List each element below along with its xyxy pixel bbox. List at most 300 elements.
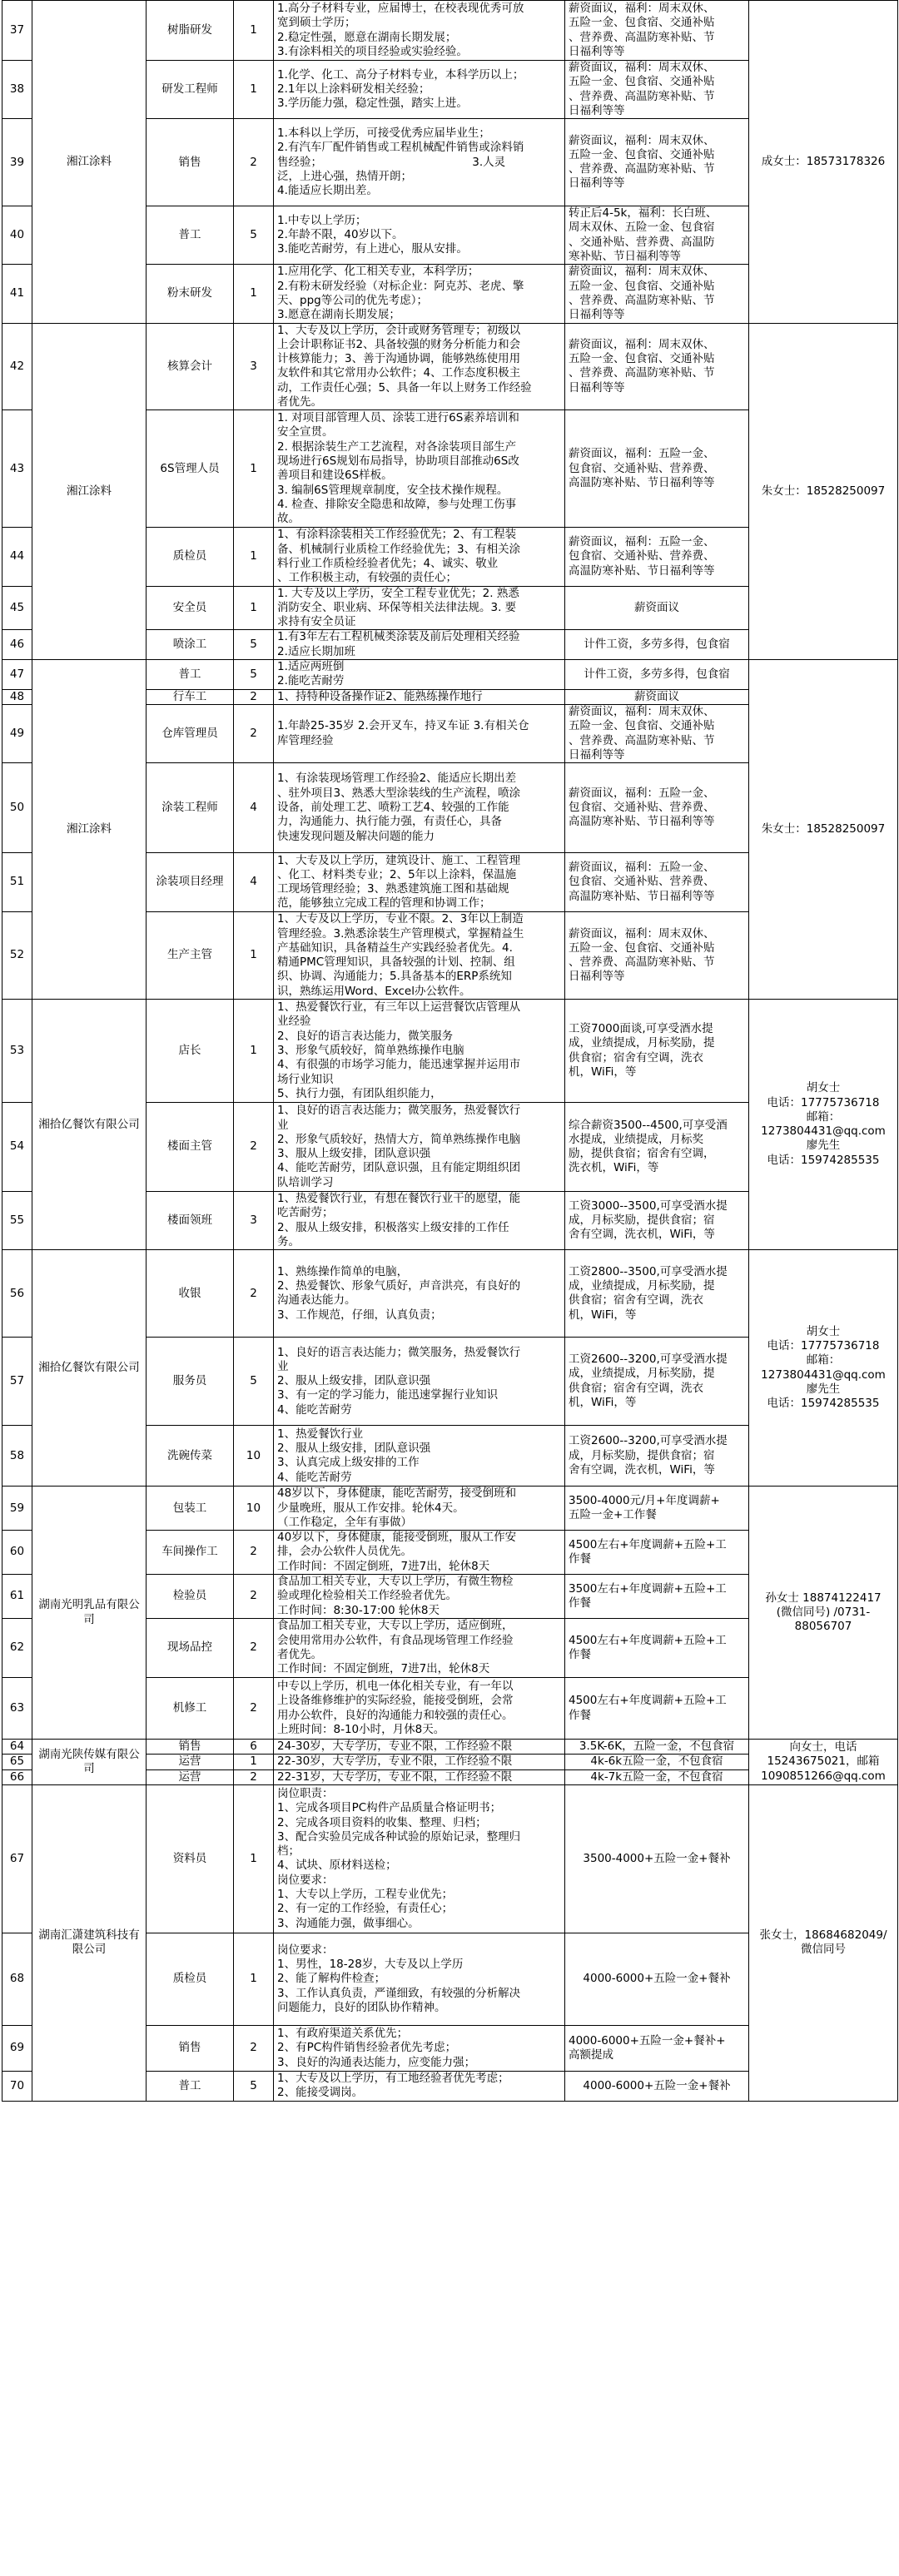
company-name: 湘江涂料 — [32, 1, 147, 324]
requirement-line: 排，会办公软件人员优先。 — [277, 1545, 412, 1559]
requirement-line: 工作时间：8:30-17:00 轮休8天 — [277, 1603, 440, 1617]
pay-line: 五险一金、包食宿、交通补贴 — [569, 352, 715, 366]
headcount: 2 — [234, 1619, 274, 1678]
pay-line: 4500左右+年度调薪+五险+工 — [569, 1694, 727, 1708]
requirement-line: 消防安全、职业病、环保等相关法律法规。3. 要 — [277, 600, 517, 614]
requirement-line: 1.适应两班倒 — [277, 660, 345, 674]
job-requirements — [274, 1769, 565, 1784]
position-title: 行车工 — [147, 689, 234, 704]
table-row — [2, 1250, 898, 1338]
pay-and-benefits — [565, 1784, 749, 1933]
requirement-line: 织、协调、沟通能力；5.具备基本的ERP系统知 — [277, 970, 512, 984]
pay-line: 包食宿、交通补贴、营养费、 — [569, 875, 715, 889]
pay-line: 薪资面议，福利：周末双休、 — [569, 704, 715, 718]
pay-and-benefits — [565, 1192, 749, 1250]
headcount: 3 — [234, 1192, 274, 1250]
position-title: 生产主管 — [147, 912, 234, 1000]
requirement-line: 故。 — [277, 512, 300, 526]
pay-and-benefits — [565, 1678, 749, 1740]
requirement-line: 现场进行6S规划布局指导，协助项目部推动6S改 — [277, 454, 519, 469]
pay-line: 日福利等等 — [569, 176, 625, 191]
headcount: 1 — [234, 410, 274, 528]
requirement-line: 1、大专及以上学历，会计或财务管理专；初级以 — [277, 323, 521, 337]
pay-and-benefits — [565, 1426, 749, 1487]
position-title: 店长 — [147, 1000, 234, 1103]
row-number: 42 — [2, 323, 32, 410]
requirement-line: 沟通表达能力。 — [277, 1293, 356, 1308]
job-requirements — [274, 265, 565, 323]
table-row — [2, 323, 898, 410]
requirement-line: 上会计职称证书2、具备较强的财务分析能力和会 — [277, 337, 521, 351]
requirement-line: 少量晚班，服从工作安排。轮休4天。 — [277, 1501, 464, 1515]
job-listings-table — [2, 0, 898, 2102]
pay-line: 综合薪资3500--4500,可享受酒 — [569, 1118, 728, 1132]
pay-line: 成，业绩提成，月标奖励，提 — [569, 1036, 715, 1050]
contact-info: 胡女士 电话：17775736718 邮箱： 1273804431@qq.com 廖先生 电话：15974285535 — [749, 1000, 898, 1250]
headcount: 5 — [234, 2071, 274, 2101]
row-number: 57 — [2, 1338, 32, 1426]
job-requirements — [274, 1740, 565, 1755]
requirement-line: 工作时间：不固定倒班，7进7出，轮休8天 — [277, 1559, 490, 1573]
requirement-line: 4、能吃苦耐劳 — [277, 1470, 352, 1484]
requirement-line: 4、能吃苦耐劳，团队意识强，且有能定期组织团 — [277, 1161, 521, 1175]
requirement-line: 友软件和其它常用办公软件；4、工作态度积极主 — [277, 366, 521, 380]
requirement-line: 、驻外项目3、熟悉大型涂装线的生产流程，喷涂 — [277, 786, 521, 800]
pay-line: 3500-4000元/月+年度调薪+ — [569, 1493, 720, 1507]
row-number: 66 — [2, 1769, 32, 1784]
pay-line: 工资3000--3500,可享受酒水提 — [569, 1199, 728, 1213]
pay-and-benefits — [565, 763, 749, 853]
requirement-line: 1、有政府渠道关系优先； — [277, 2027, 409, 2040]
pay-and-benefits — [565, 1769, 749, 1784]
requirement-line: 2.适应长期加班 — [277, 644, 355, 658]
requirement-line: （工作稳定，全年有事做） — [277, 1515, 412, 1529]
row-number: 37 — [2, 1, 32, 61]
pay-line: 高温防寒补贴、节日福利等等 — [569, 563, 715, 578]
pay-line: 薪资面议，福利：五险一金、 — [569, 447, 715, 461]
contact-info: 朱女士：18528250097 — [749, 660, 898, 1000]
row-number: 56 — [2, 1250, 32, 1338]
requirement-line: 上设备维修维护的实际经验，能接受倒班，会常 — [277, 1694, 514, 1708]
pay-line: 计件工资，多劳多得，包食宿 — [584, 638, 730, 652]
headcount: 4 — [234, 853, 274, 912]
job-requirements — [274, 119, 565, 206]
requirement-line: 1、大专及以上学历，有工地经验者优先考虑； — [277, 2072, 509, 2086]
job-requirements — [274, 1426, 565, 1487]
pay-line: 4k-6k五险一金，不包食宿 — [590, 1755, 723, 1769]
position-title: 楼面领班 — [147, 1192, 234, 1250]
row-number: 55 — [2, 1192, 32, 1250]
requirement-line: 动，工作责任心强；5、具备一年以上财务工作经验 — [277, 380, 532, 395]
headcount: 2 — [234, 704, 274, 762]
requirement-line: 3、认真完成上级安排的工作 — [277, 1456, 420, 1470]
pay-line: 包食宿、交通补贴、营养费、 — [569, 800, 715, 814]
requirement-line: 2、有PC构件销售经验者优先考虑； — [277, 2041, 457, 2055]
headcount: 5 — [234, 206, 274, 265]
position-title: 质检员 — [147, 1933, 234, 2025]
row-number: 64 — [2, 1740, 32, 1755]
pay-line: 日福利等等 — [569, 970, 625, 984]
company-name: 湖南汇潇建筑科技有限公司 — [32, 1784, 147, 2101]
row-number: 51 — [2, 853, 32, 912]
position-title: 运营 — [147, 1769, 234, 1784]
job-requirements — [274, 1619, 565, 1678]
pay-line: 高温防寒补贴、节日福利等等 — [569, 889, 715, 903]
requirement-line: 24-30岁，大专学历，专业不限，工作经验不限 — [277, 1740, 513, 1754]
position-title: 树脂研发 — [147, 1, 234, 61]
pay-and-benefits — [565, 410, 749, 528]
position-title: 6S管理人员 — [147, 410, 234, 528]
pay-line: 薪资面议 — [634, 600, 679, 614]
pay-and-benefits — [565, 1740, 749, 1755]
job-requirements — [274, 61, 565, 119]
requirement-line: 档； — [277, 1844, 300, 1859]
pay-line: 4k-7k五险一金，不包食宿 — [590, 1769, 723, 1784]
pay-line: 3500-4000+五险一金+餐补 — [583, 1851, 731, 1865]
pay-line: 、营养费、高温防寒补贴、节 — [569, 955, 715, 970]
company-name: 湘拾亿餐饮有限公司 — [32, 1250, 147, 1487]
pay-and-benefits — [565, 1575, 749, 1619]
pay-line: 、营养费、高温防寒补贴、节 — [569, 293, 715, 307]
table-row — [2, 1000, 898, 1103]
row-number: 53 — [2, 1000, 32, 1103]
pay-line: 寒补贴、节日福利等等 — [569, 250, 681, 264]
pay-line: 舍有空调，洗衣机，WiFi，等 — [569, 1228, 715, 1242]
requirement-line: 3、工作规范，仔细，认真负责； — [277, 1308, 442, 1322]
headcount: 1 — [234, 1, 274, 61]
position-title: 销售 — [147, 119, 234, 206]
row-number: 41 — [2, 265, 32, 323]
requirement-line: 1. 对项目部管理人员、涂装工进行6S素养培训和 — [277, 411, 519, 425]
requirement-line: 会使用常用办公软件，有食品现场管理工作经验 — [277, 1633, 514, 1647]
pay-line: 转正后4-5k，福利：长白班、 — [569, 206, 718, 221]
requirement-line: 1. 大专及以上学历，安全工程专业优先；2. 熟悉 — [277, 586, 519, 600]
requirement-line: 中专以上学历，机电一体化相关专业，有一年以 — [277, 1679, 514, 1693]
job-requirements — [274, 1, 565, 61]
job-requirements — [274, 528, 565, 586]
pay-line: 机，WiFi，等 — [569, 1065, 637, 1079]
row-number: 70 — [2, 2071, 32, 2101]
requirement-line: 求持有安全员证 — [277, 615, 356, 629]
position-title: 现场品控 — [147, 1619, 234, 1678]
pay-and-benefits — [565, 2071, 749, 2101]
requirement-line: 问题能力，良好的团队协作精神。 — [277, 2000, 446, 2014]
requirement-line: 者优先。 — [277, 395, 322, 409]
pay-line: 成，业绩提成，月标奖励，提 — [569, 1278, 715, 1293]
requirement-line: 1.中专以上学历； — [277, 213, 367, 227]
pay-and-benefits — [565, 586, 749, 630]
pay-line: 五险一金+工作餐 — [569, 1508, 657, 1522]
headcount: 2 — [234, 1250, 274, 1338]
requirement-line: 4、试块、原材料送检； — [277, 1859, 397, 1873]
requirement-line: 吃苦耐劳； — [277, 1206, 334, 1220]
pay-and-benefits — [565, 61, 749, 119]
requirement-line: 3. 编制6S管理规章制度，安全技术操作规程。 — [277, 483, 509, 497]
headcount: 2 — [234, 1531, 274, 1575]
position-title: 仓库管理员 — [147, 704, 234, 762]
pay-and-benefits — [565, 704, 749, 762]
requirement-line: 善项目和建设6S样板。 — [277, 469, 393, 483]
requirement-line: 1.化学、化工、高分子材料专业，本科学历以上； — [277, 67, 524, 82]
requirement-line: 4、有很强的市场学习能力，能迅速掌握并运用市 — [277, 1058, 521, 1072]
job-requirements — [274, 1784, 565, 1933]
row-number: 47 — [2, 660, 32, 690]
headcount: 1 — [234, 61, 274, 119]
position-title: 销售 — [147, 2025, 234, 2071]
requirement-line: 2、服从上级安排，团队意识强 — [277, 1441, 431, 1455]
pay-and-benefits — [565, 119, 749, 206]
pay-line: 包食宿、交通补贴、营养费、 — [569, 549, 715, 563]
job-requirements — [274, 1192, 565, 1250]
job-requirements — [274, 206, 565, 265]
pay-and-benefits — [565, 1000, 749, 1103]
pay-and-benefits — [565, 265, 749, 323]
pay-and-benefits — [565, 206, 749, 265]
row-number: 68 — [2, 1933, 32, 2025]
pay-and-benefits — [565, 1755, 749, 1769]
pay-and-benefits — [565, 630, 749, 660]
table-row — [2, 1740, 898, 1755]
row-number: 62 — [2, 1619, 32, 1678]
requirement-line: 验或理化检验相关工作经验者优先。 — [277, 1589, 457, 1603]
requirement-line: 1、热爱餐饮行业 — [277, 1427, 364, 1441]
pay-and-benefits — [565, 1619, 749, 1678]
row-number: 60 — [2, 1531, 32, 1575]
pay-line: 作餐 — [569, 1596, 591, 1611]
position-title: 核算会计 — [147, 323, 234, 410]
requirement-line: 料行业工作质检经验者优先；4、诚实、敬业 — [277, 556, 499, 570]
requirement-line: 2.1年以上涂料研发相关经验； — [277, 82, 430, 96]
requirement-line: 力，沟通能力、执行能力强，有责任心，具备 — [277, 815, 502, 829]
pay-and-benefits — [565, 1103, 749, 1192]
pay-line: 供食宿；宿舍有空调，洗衣 — [569, 1381, 703, 1395]
job-requirements — [274, 704, 565, 762]
requirement-line: 2.年龄不限，40岁以下。 — [277, 228, 404, 242]
pay-line: 薪资面议，福利：五险一金、 — [569, 861, 715, 875]
requirement-line: 1.本科以上学历，可接受优秀应届毕业生； — [277, 126, 490, 140]
pay-line: 五险一金、包食宿、交通补贴 — [569, 16, 715, 30]
position-title: 楼面主管 — [147, 1103, 234, 1192]
position-title: 服务员 — [147, 1338, 234, 1426]
requirement-line: 2、能了解构件检查； — [277, 1972, 386, 1986]
company-name: 湘江涂料 — [32, 323, 147, 659]
position-title: 普工 — [147, 660, 234, 690]
requirement-line: 岗位要求： — [277, 1873, 334, 1887]
pay-line: 五险一金、包食宿、交通补贴 — [569, 279, 715, 293]
pay-line: 成，月标奖励，提供食宿；宿 — [569, 1448, 715, 1462]
requirement-line: 2. 根据涂装生产工艺流程，对各涂装项目部生产 — [277, 439, 517, 454]
job-requirements — [274, 763, 565, 853]
requirement-line: 3、沟通能力强，做事细心。 — [277, 1916, 420, 1930]
requirement-line: 40岁以下，身体健康，能接受倒班，服从工作安 — [277, 1531, 517, 1545]
pay-line: 、交通补贴、营养费、高温防 — [569, 235, 715, 249]
pay-and-benefits — [565, 660, 749, 690]
job-requirements — [274, 660, 565, 690]
pay-line: 机，WiFi，等 — [569, 1308, 637, 1322]
row-number: 61 — [2, 1575, 32, 1619]
pay-line: 3500左右+年度调薪+五险+工 — [569, 1581, 727, 1596]
row-number: 49 — [2, 704, 32, 762]
pay-line: 机，WiFi，等 — [569, 1396, 637, 1410]
requirement-line: 工作时间：不固定倒班，7进7出，轮休8天 — [277, 1662, 490, 1676]
pay-line: 作餐 — [569, 1708, 591, 1722]
requirement-line: 泛，上进心强，热情开朗； — [277, 169, 412, 183]
job-requirements — [274, 1338, 565, 1426]
headcount: 1 — [234, 265, 274, 323]
position-title: 检验员 — [147, 1575, 234, 1619]
pay-line: 薪资面议，福利：周末双休、 — [569, 926, 715, 941]
requirement-line: 食品加工相关专业，大专以上学历，有微生物检 — [277, 1575, 514, 1589]
pay-line: 五险一金、包食宿、交通补贴 — [569, 147, 715, 161]
requirement-line: 食品加工相关专业，大专以上学历，适应倒班， — [277, 1619, 514, 1633]
job-requirements — [274, 586, 565, 630]
contact-info: 向女士，电话 15243675021，邮箱 1090851266@qq.com — [749, 1740, 898, 1785]
requirement-line: 1、良好的语言表达能力；微笑服务，热爱餐饮行 — [277, 1104, 521, 1118]
headcount: 2 — [234, 119, 274, 206]
pay-line: 日福利等等 — [569, 380, 625, 395]
pay-line: 4500左右+年度调薪+五险+工 — [569, 1633, 727, 1647]
requirement-line: 1、大专以上学历，工程专业优先； — [277, 1888, 454, 1902]
requirement-line: 产基础知识，具备精益生产实践经验者优先。4. — [277, 941, 513, 955]
job-requirements — [274, 410, 565, 528]
headcount: 2 — [234, 1575, 274, 1619]
pay-and-benefits — [565, 2025, 749, 2071]
requirement-line: 3.学历能力强，稳定性强，踏实上进。 — [277, 97, 468, 111]
pay-and-benefits — [565, 528, 749, 586]
pay-line: 日福利等等 — [569, 103, 625, 117]
headcount: 2 — [234, 1769, 274, 1784]
requirement-line: 3、服从上级安排，团队意识强 — [277, 1147, 431, 1161]
requirement-line: 1、有涂装现场管理工作经验2、能适应长期出差 — [277, 772, 517, 786]
pay-line: 五险一金、包食宿、交通补贴 — [569, 75, 715, 89]
requirement-line: 2.能吃苦耐劳 — [277, 674, 345, 688]
requirement-line: 1、热爱餐饮行业，有想在餐饮行业干的愿望，能 — [277, 1192, 521, 1206]
contact-info: 成女士：18573178326 — [749, 1, 898, 324]
headcount: 4 — [234, 763, 274, 853]
requirement-line: 22-31岁，大专学历，专业不限，工作经验不限 — [277, 1769, 513, 1784]
requirement-line: 天、ppg等公司的优先考虑）； — [277, 293, 428, 307]
requirement-line: 2.有汽车厂配件销售或工程机械配件销售或涂料销 — [277, 141, 524, 155]
requirement-line: 2、完成各项目资料的收集、整理、归档； — [277, 1815, 487, 1829]
position-title: 包装工 — [147, 1487, 234, 1531]
pay-line: 日福利等等 — [569, 44, 625, 58]
pay-line: 日福利等等 — [569, 747, 625, 762]
pay-line: 薪资面议，福利：五险一金、 — [569, 534, 715, 548]
pay-line: 洗衣机，WiFi，等 — [569, 1161, 659, 1175]
pay-line: 作餐 — [569, 1648, 591, 1662]
row-number: 40 — [2, 206, 32, 265]
pay-line: 、营养费、高温防寒补贴、节 — [569, 366, 715, 380]
headcount: 1 — [234, 586, 274, 630]
job-requirements — [274, 2025, 565, 2071]
requirement-line: 1.应用化学、化工相关专业，本科学历； — [277, 265, 479, 279]
headcount: 1 — [234, 912, 274, 1000]
headcount: 2 — [234, 689, 274, 704]
requirement-line: 场行业知识 — [277, 1072, 334, 1086]
requirement-line: 1、大专及以上学历，专业不限。2、3年以上制造 — [277, 912, 524, 926]
headcount: 10 — [234, 1426, 274, 1487]
requirement-line: 管理经验。3.熟悉涂装生产管理模式，掌握精益生 — [277, 926, 524, 941]
job-requirements — [274, 323, 565, 410]
row-number: 54 — [2, 1103, 32, 1192]
requirement-line: 1.年龄25-35岁 2.会开叉车，持叉车证 3.有相关仓 — [277, 719, 529, 733]
requirement-line: 2、良好的语言表达能力，微笑服务 — [277, 1029, 454, 1043]
requirement-line: 3.有涂料相关的项目经验或实验经验。 — [277, 44, 468, 58]
row-number: 44 — [2, 528, 32, 586]
job-requirements — [274, 1103, 565, 1192]
requirement-line: 业 — [277, 1118, 289, 1132]
position-title: 喷涂工 — [147, 630, 234, 660]
table-row — [2, 660, 898, 690]
contact-info: 朱女士：18528250097 — [749, 323, 898, 659]
pay-and-benefits — [565, 1338, 749, 1426]
headcount: 2 — [234, 1678, 274, 1740]
position-title: 收银 — [147, 1250, 234, 1338]
table-row — [2, 1784, 898, 1933]
job-requirements — [274, 1575, 565, 1619]
pay-and-benefits — [565, 912, 749, 1000]
table-row — [2, 1487, 898, 1531]
requirement-line: 、化工、材料类专业；2、5年以上涂料，保温施 — [277, 867, 517, 881]
position-title: 研发工程师 — [147, 61, 234, 119]
requirement-line: 安全宣贯。 — [277, 425, 334, 439]
job-requirements — [274, 1531, 565, 1575]
requirement-line: 、工作积极主动，有较强的责任心； — [277, 571, 457, 585]
pay-line: 4000-6000+五险一金+餐补 — [583, 2078, 731, 2092]
position-title: 粉末研发 — [147, 265, 234, 323]
requirement-line: 1、男性，18-28岁，大专及以上学历 — [277, 1958, 464, 1971]
requirement-line: 2、有一定的工作经验，有责任心； — [277, 1902, 454, 1916]
requirement-line: 2.稳定性强，愿意在湖南长期发展； — [277, 30, 457, 44]
row-number: 43 — [2, 410, 32, 528]
headcount: 2 — [234, 1103, 274, 1192]
pay-and-benefits — [565, 1531, 749, 1575]
headcount: 10 — [234, 1487, 274, 1531]
requirement-line: 快速发现问题及解决问题的能力 — [277, 829, 435, 843]
requirement-line: 3.能吃苦耐劳，有上进心，服从安排。 — [277, 242, 468, 256]
headcount: 3 — [234, 323, 274, 410]
row-number: 39 — [2, 119, 32, 206]
contact-info: 孙女士 18874122417 (微信同号) /0731- 88056707 — [749, 1487, 898, 1740]
requirement-line: 备、机械制行业质检工作经验优先；3、有相关涂 — [277, 542, 521, 556]
requirement-line: 3、配合实验员完成各种试验的原始记录，整理归 — [277, 1829, 521, 1844]
headcount: 1 — [234, 1000, 274, 1103]
pay-line: 高温防寒补贴、节日福利等等 — [569, 475, 715, 489]
requirement-line: 4、能吃苦耐劳 — [277, 1402, 352, 1417]
pay-line: 工资7000面谈,可享受酒水提 — [569, 1022, 713, 1035]
requirement-line: 1.有3年左右工程机械类涂装及前后处理相关经验 — [277, 630, 520, 644]
requirement-line: 宽到硕士学历； — [277, 16, 356, 30]
requirement-line: 者优先。 — [277, 1648, 322, 1662]
pay-line: 、营养费、高温防寒补贴、节 — [569, 89, 715, 103]
pay-and-benefits — [565, 1487, 749, 1531]
pay-line: 成，月标奖励，提供食宿；宿 — [569, 1214, 715, 1228]
requirement-line: 工现场管理经验；3、熟悉建筑施工图和基础规 — [277, 882, 509, 896]
table-row — [2, 1, 898, 61]
headcount: 5 — [234, 1338, 274, 1426]
requirement-line: 48岁以下，身体健康，能吃苦耐劳，接受倒班和 — [277, 1487, 517, 1501]
pay-line: 薪资面议，福利：周末双休、 — [569, 1, 715, 15]
requirement-line: 3.愿意在湖南长期发展； — [277, 308, 400, 322]
job-requirements — [274, 1250, 565, 1338]
requirement-line: 上班时间：8-10小时，月休8天。 — [277, 1722, 445, 1736]
pay-line: 、营养费、高温防寒补贴、节 — [569, 733, 715, 747]
position-title: 机修工 — [147, 1678, 234, 1740]
requirement-line: 用办公软件，良好的沟通能力和较强的责任心。 — [277, 1708, 514, 1722]
requirement-line: 4.能适应长期出差。 — [277, 184, 378, 198]
position-title: 涂装工程师 — [147, 763, 234, 853]
position-title: 运营 — [147, 1755, 234, 1769]
